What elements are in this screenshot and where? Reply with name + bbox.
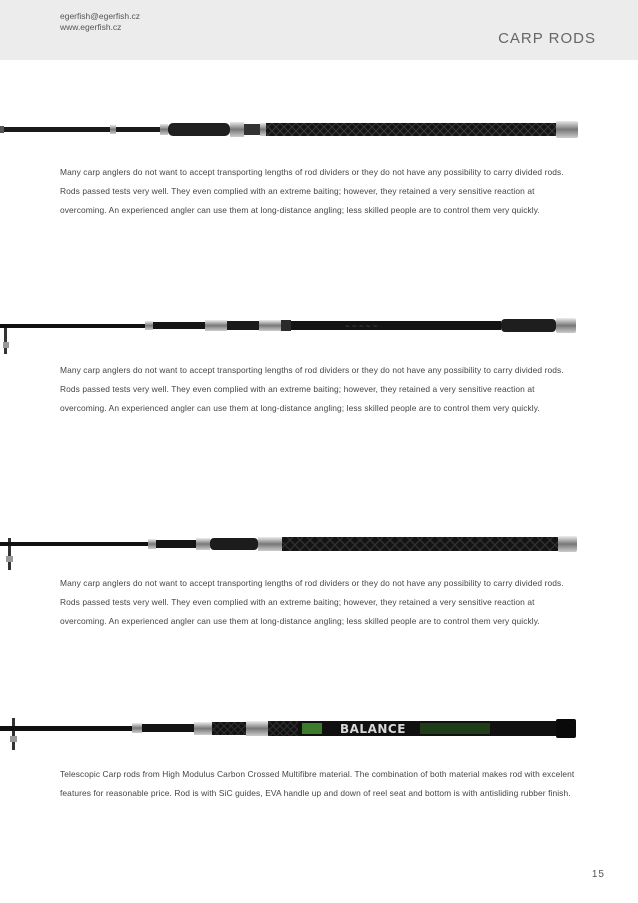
carp-rod-1-image	[0, 115, 638, 145]
carp-rod-3-image	[0, 530, 638, 575]
contact-email[interactable]: egerfish@egerfish.cz	[60, 11, 140, 21]
section-title: CARP RODS	[498, 30, 596, 47]
svg-text:~ ~ ~ ~ ~: ~ ~ ~ ~ ~	[345, 323, 378, 330]
page-number: 15	[591, 869, 605, 880]
product-description: Many carp anglers do not want to accept transporting lengths of rod dividers or they do not have any possibility to carry divided rods. Rods passed tests very well. They even complied with an extreme baiting; however, they retained a very sensitive reaction at overcoming. An experienced angler can use them at long-distance angling; less skilled people are to control them very quickly.	[60, 365, 564, 413]
product-description: Many carp anglers do not want to accept transporting lengths of rod dividers or they do not have any possibility to carry divided rods. Rods passed tests very well. They even complied with an extreme baiting; however, they retained a very sensitive reaction at overcoming. An experienced angler can use them at long-distance angling; less skilled people are to control them very quickly.	[60, 167, 564, 215]
product-description: Many carp anglers do not want to accept transporting lengths of rod dividers or they do not have any possibility to carry divided rods. Rods passed tests very well. They even complied with an extreme baiting; however, they retained a very sensitive reaction at overcoming. An experienced angler can use them at long-distance angling; less skilled people are to control them very quickly.	[60, 578, 564, 626]
carp-rod-2-image	[0, 312, 638, 362]
rod-brand-text: BALANCE	[340, 722, 406, 736]
contact-website[interactable]: www.egerfish.cz	[60, 22, 122, 32]
page-header	[0, 0, 638, 60]
contact-info	[60, 11, 140, 33]
carp-rod-4-image	[0, 712, 638, 757]
product-description: Telescopic Carp rods from High Modulus Carbon Crossed Multifibre material. The combination of both material makes rod with excelent features for reasonable price. Rod is with SiC guides, EVA handle up and down of reel seat and bottom is with antisliding rubber finish.	[60, 769, 575, 798]
